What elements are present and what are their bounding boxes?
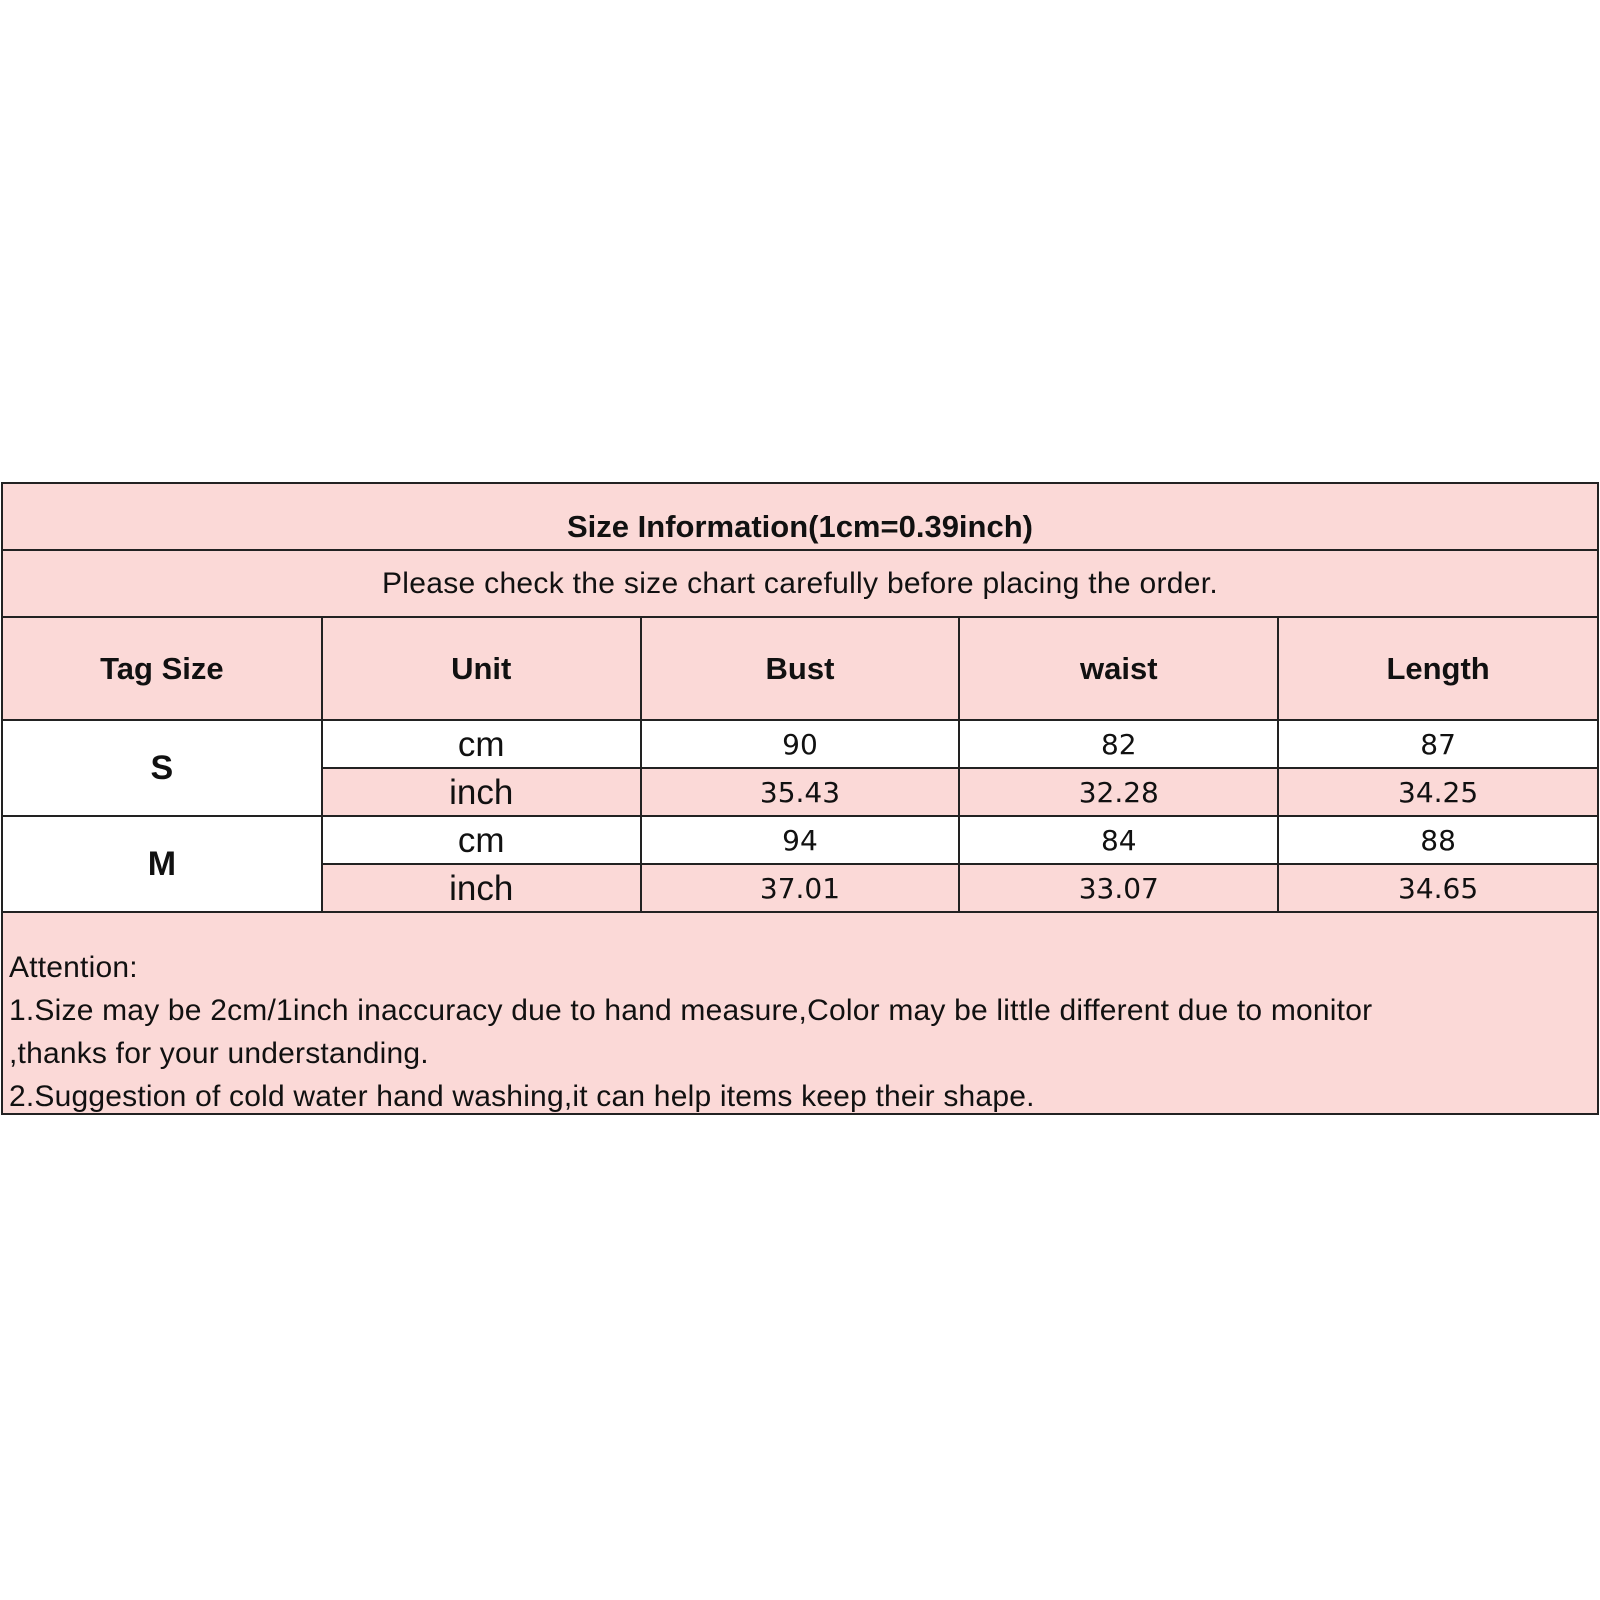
- bust-cell: 35.43: [641, 768, 960, 816]
- unit-cell: cm: [322, 720, 641, 768]
- size-chart: [1, 482, 1599, 1115]
- tag-size-cell: S: [3, 720, 322, 816]
- tag-size-cell: M: [3, 816, 322, 912]
- header-length: Length: [1278, 618, 1597, 720]
- header-waist: waist: [959, 618, 1278, 720]
- bust-cell: 94: [641, 816, 960, 864]
- table-row: [3, 720, 1597, 768]
- length-cell: 87: [1278, 720, 1597, 768]
- chart-title: Size Information(1cm=0.39inch): [3, 484, 1597, 551]
- waist-cell: 32.28: [959, 768, 1278, 816]
- bust-cell: 37.01: [641, 864, 960, 912]
- length-cell: 88: [1278, 816, 1597, 864]
- header-bust: Bust: [641, 618, 960, 720]
- header-tag-size: Tag Size: [3, 618, 322, 720]
- size-table: [3, 618, 1597, 913]
- attention-line: 1.Size may be 2cm/1inch inaccuracy due to hand measure,Color may be little different due to monitor: [9, 994, 1373, 1027]
- unit-cell: inch: [322, 768, 641, 816]
- table-header-row: [3, 618, 1597, 720]
- length-cell: 34.65: [1278, 864, 1597, 912]
- header-unit: Unit: [322, 618, 641, 720]
- table-row: [3, 816, 1597, 864]
- unit-cell: cm: [322, 816, 641, 864]
- attention-line: 2.Suggestion of cold water hand washing,it can help items keep their shape.: [9, 1080, 1035, 1113]
- order-notice: Please check the size chart carefully before placing the order.: [3, 551, 1597, 618]
- bust-cell: 90: [641, 720, 960, 768]
- length-cell: 34.25: [1278, 768, 1597, 816]
- waist-cell: 33.07: [959, 864, 1278, 912]
- attention-heading: Attention:: [9, 951, 138, 984]
- waist-cell: 84: [959, 816, 1278, 864]
- unit-cell: inch: [322, 864, 641, 912]
- waist-cell: 82: [959, 720, 1278, 768]
- attention-notes: [9, 946, 1589, 1118]
- attention-line: ,thanks for your understanding.: [9, 1037, 429, 1070]
